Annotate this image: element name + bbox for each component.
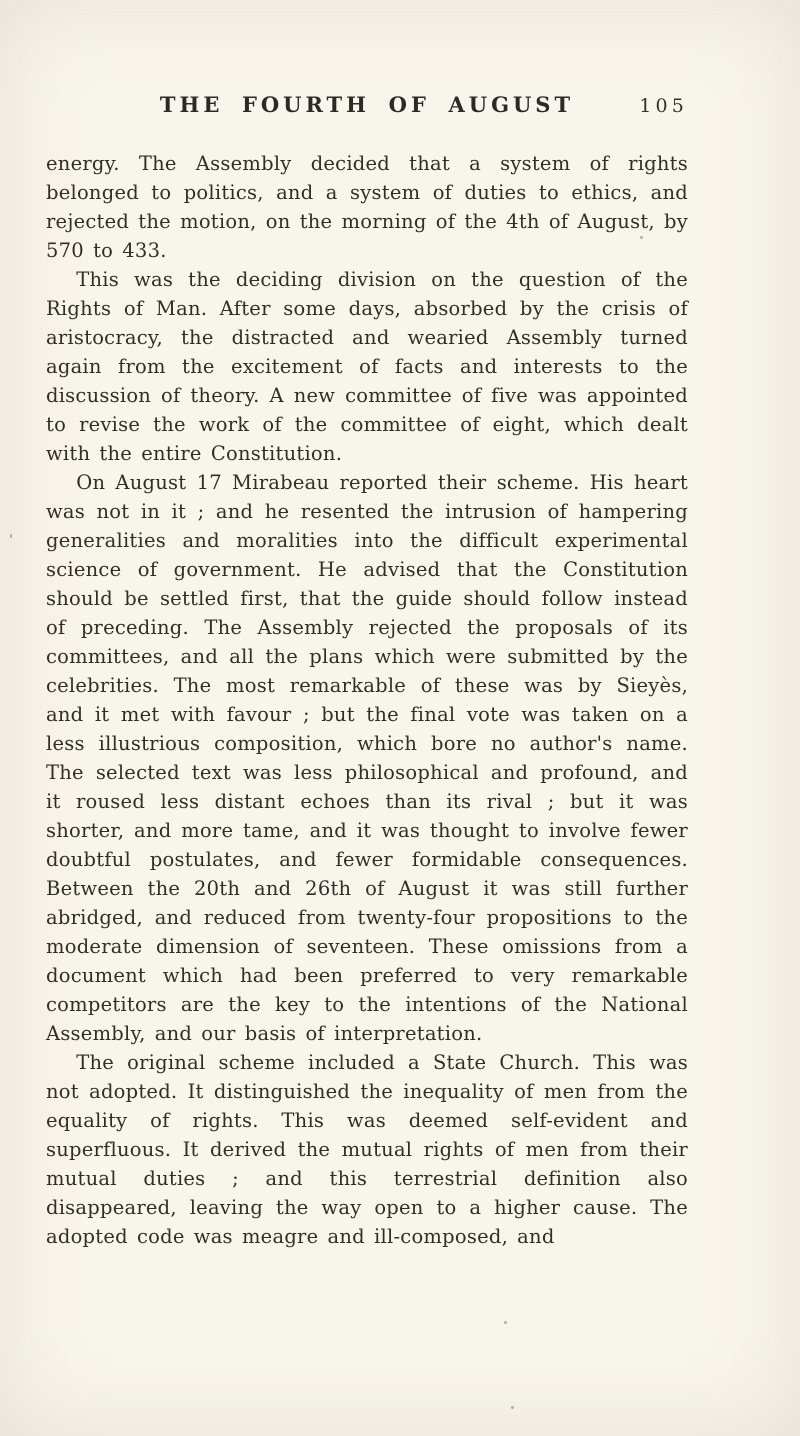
running-head-title: THE FOURTH OF AUGUST bbox=[159, 92, 575, 117]
body-text bbox=[46, 149, 688, 1251]
scan-speck bbox=[640, 236, 643, 239]
paragraph: energy. The Assembly decided that a system of rights belonged to politics, and a system of duties to ethics, and rejected the motion, on the morning of the 4th of August, by 570 to 433. bbox=[46, 152, 688, 262]
scan-speck bbox=[511, 1406, 514, 1409]
paragraph: This was the deciding division on the question of the Rights of Man. After some days, absorbed by the crisis of aristocracy, the distracted and wearied Assembly turned again from the excitement of facts and interests to the discussion of theory. A new committee of five was appointed to revise the work of the committee of eight, which dealt with the entire Constitution. bbox=[46, 268, 688, 465]
scan-speck bbox=[504, 1321, 507, 1324]
page-header bbox=[46, 92, 688, 124]
paragraph: On August 17 Mirabeau reported their scheme. His heart was not in it ; and he resented the intrusion of hampering generalities and moralities into the difficult experimental science of government. He advised that the Constitution should be settled first, that the guide should follow instead of preceding. The Assembly rejected the proposals of its committees, and all the plans which were submitted by the celebrities. The most remarkable of these was by Sieyès, and it met with favour ; but the final vote was taken on a less illustrious composition, which bore no author's name. The selected text was less philosophical and profound, and it roused less distant echoes than its rival ; but it was shorter, and more tame, and it was thought to involve fewer doubtful postulates, and fewer formidable consequences. Between the 20th and 26th of August it was still further abridged, and reduced from twenty-four propositions to the moderate dimension of seventeen. These omissions from a document which had been preferred to very remarkable competitors are the key to the intentions of the National Assembly, and our basis of interpretation. bbox=[46, 471, 688, 1045]
scan-speck bbox=[10, 534, 12, 538]
page-number: 105 bbox=[639, 95, 688, 117]
paragraph: The original scheme included a State Church. This was not adopted. It distinguished the inequality of men from the equality of rights. This was deemed self-evident and superfluous. It derived the mutual rights of men from their mutual duties ; and this terrestrial definition also disappeared, leaving the way open to a higher cause. The adopted code was meagre and ill-composed, and bbox=[46, 1051, 688, 1248]
